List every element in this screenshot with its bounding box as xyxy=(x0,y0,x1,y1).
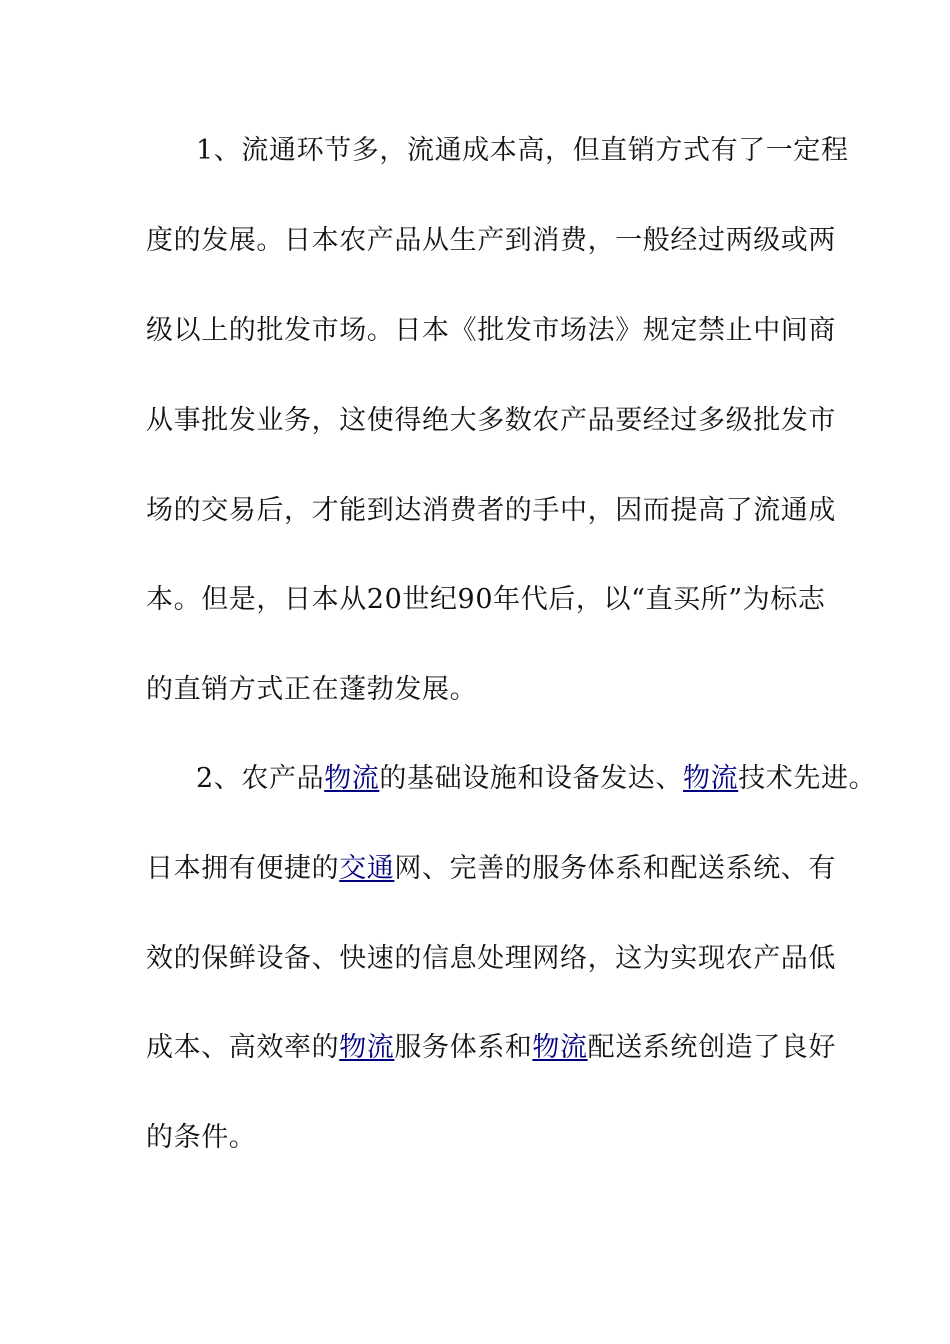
paragraph-1-line-6 xyxy=(146,582,846,618)
text-run: 的基础设施和设备发达、 xyxy=(379,763,683,794)
link-jiaotong[interactable]: 交通 xyxy=(339,853,395,884)
text-run: 配送系统创造了良好 xyxy=(587,1032,837,1063)
link-wuliu[interactable]: 物流 xyxy=(683,763,739,794)
text-run: 本。但是，日本从20世纪90年代后，以“直买所”为标志 xyxy=(146,584,826,615)
text-run: 成本、高效率的 xyxy=(146,1032,340,1063)
text-run: 度的发展。日本农产品从生产到消费，一般经过两级或两 xyxy=(146,225,836,256)
paragraph-1-line-7 xyxy=(146,672,846,708)
text-run: 效的保鲜设备、快速的信息处理网络，这为实现农产品低 xyxy=(146,943,836,974)
text-run: 的条件。 xyxy=(146,1122,257,1153)
paragraph-2-line-4 xyxy=(146,1030,846,1066)
paragraph-2-line-3 xyxy=(146,941,846,977)
text-run: 日本拥有便捷的 xyxy=(146,853,340,884)
text-run: 级以上的批发市场。日本《批发市场法》规定禁止中间商 xyxy=(146,315,836,346)
text-run: 1、流通环节多，流通成本高，但直销方式有了一定程 xyxy=(196,135,849,166)
link-wuliu[interactable]: 物流 xyxy=(339,1032,395,1063)
text-run: 场的交易后，才能到达消费者的手中，因而提高了流通成 xyxy=(146,495,836,526)
text-run: 的直销方式正在蓬勃发展。 xyxy=(146,674,478,705)
link-wuliu[interactable]: 物流 xyxy=(532,1032,588,1063)
text-run: 2、农产品 xyxy=(196,763,325,794)
text-run: 服务体系和 xyxy=(394,1032,533,1063)
text-run: 网、完善的服务体系和配送系统、有 xyxy=(394,853,837,884)
paragraph-1-line-3 xyxy=(146,313,846,349)
paragraph-2-line-2 xyxy=(146,851,846,887)
text-run: 技术先进。 xyxy=(738,763,877,794)
paragraph-1-line-2 xyxy=(146,223,846,259)
paragraph-1-line-1 xyxy=(196,133,896,169)
text-run: 从事批发业务，这使得绝大多数农产品要经过多级批发市 xyxy=(146,405,836,436)
paragraph-1-line-4 xyxy=(146,403,846,439)
paragraph-2-line-5 xyxy=(146,1120,846,1156)
paragraph-1-line-5 xyxy=(146,493,846,529)
paragraph-2-line-1 xyxy=(196,761,896,797)
link-wuliu[interactable]: 物流 xyxy=(324,763,380,794)
